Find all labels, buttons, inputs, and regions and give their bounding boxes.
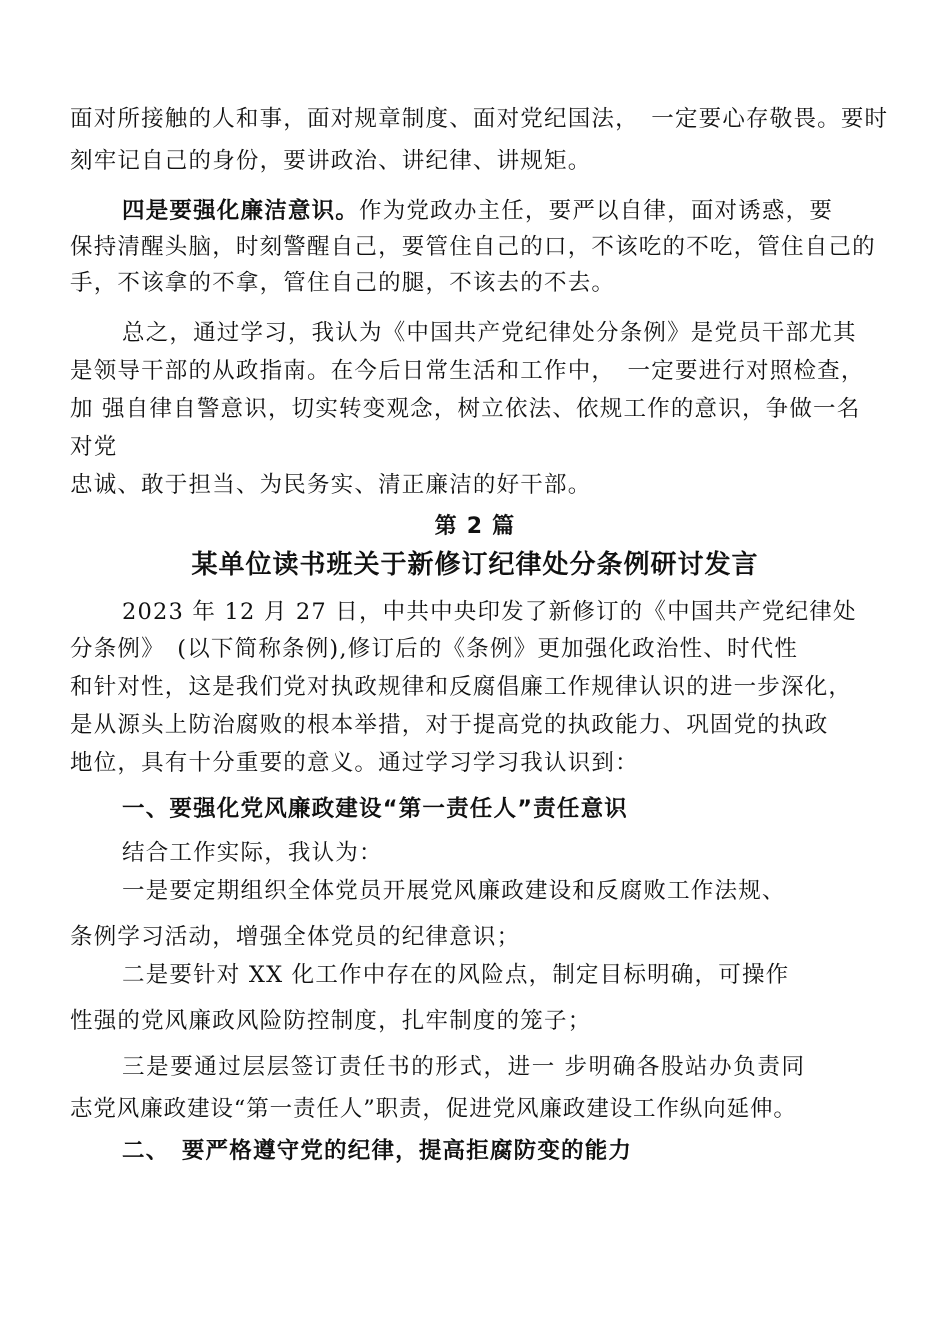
section1-line-3: 条例学习活动，增强全体党员的纪律意识； (70, 924, 521, 950)
point4-line-1 (122, 196, 833, 226)
intro-line-2: 分条例》 (以下简称条例),修订后的《条例》更加强化政治性、时代性 (70, 636, 799, 662)
section1-line-2: 一是要定期组织全体党员开展党风廉政建设和反腐败工作法规、 (122, 878, 786, 904)
conclusion-line-4: 对党 (70, 434, 118, 460)
article-label: 第 2 篇 (434, 514, 516, 539)
section-heading-1: 一、要强化党风廉政建设“第一责任人”责任意识 (122, 796, 628, 822)
conclusion-line-2: 是领导干部的从政指南。在今后日常生活和工作中， 一定要进行对照检查， (70, 358, 865, 384)
section1-line-6: 三是要通过层层签订责任书的形式，进一 步明确各股站办负责同 (122, 1054, 806, 1080)
point4-lead: 四是要强化廉洁意识。 (122, 198, 360, 224)
para-tail-line-1: 面对所接触的人和事，面对规章制度、面对党纪国法， 一定要心存敬畏。要时 (70, 106, 889, 132)
section1-line-1: 结合工作实际，我认为： (122, 840, 383, 866)
point4-line-2: 保持清醒头脑，时刻警醒自己，要管住自己的口，不该吃的不吃，管住自己的 (70, 234, 876, 260)
intro-line-4: 是从源头上防治腐败的根本举措，对于提高党的执政能力、巩固党的执政 (70, 712, 829, 738)
section-heading-2: 二、 要严格遵守党的纪律，提高拒腐防变的能力 (122, 1138, 633, 1164)
point4-line-1-rest: 作为党政办主任，要严以自律，面对诱惑，要 (359, 198, 834, 224)
section1-line-7: 志党风廉政建设“第一责任人”职责，促进党风廉政建设工作纵向延伸。 (70, 1096, 797, 1122)
conclusion-line-3: 加 强自律自警意识，切实转变观念，树立依法、依规工作的意识，争做一名 (70, 396, 861, 422)
intro-line-3: 和针对性，这是我们党对执政规律和反腐倡廉工作规律认识的进一步深化， (70, 674, 853, 700)
article-title: 某单位读书班关于新修订纪律处分条例研讨发言 (191, 550, 759, 580)
intro-line-5: 地位，具有十分重要的意义。通过学习学习我认识到： (70, 750, 639, 776)
conclusion-line-1: 总之，通过学习，我认为《中国共产党纪律处分条例》是党员干部尤其 (122, 320, 857, 346)
conclusion-line-5: 忠诚、敢于担当、为民务实、清正廉洁的好干部。 (70, 472, 592, 498)
point4-line-3: 手，不该拿的不拿，管住自己的腿，不该去的不去。 (70, 270, 616, 296)
section1-line-4: 二是要针对 XX 化工作中存在的风险点，制定目标明确，可操作 (122, 962, 790, 988)
para-tail-line-2: 刻牢记自己的身份，要讲政治、讲纪律、讲规矩。 (70, 148, 592, 174)
section1-line-5: 性强的党风廉政风险防控制度，扎牢制度的笼子； (70, 1008, 592, 1034)
intro-line-1: 2023 年 12 月 27 日，中共中央印发了新修订的《中国共产党纪律处 (122, 599, 857, 625)
